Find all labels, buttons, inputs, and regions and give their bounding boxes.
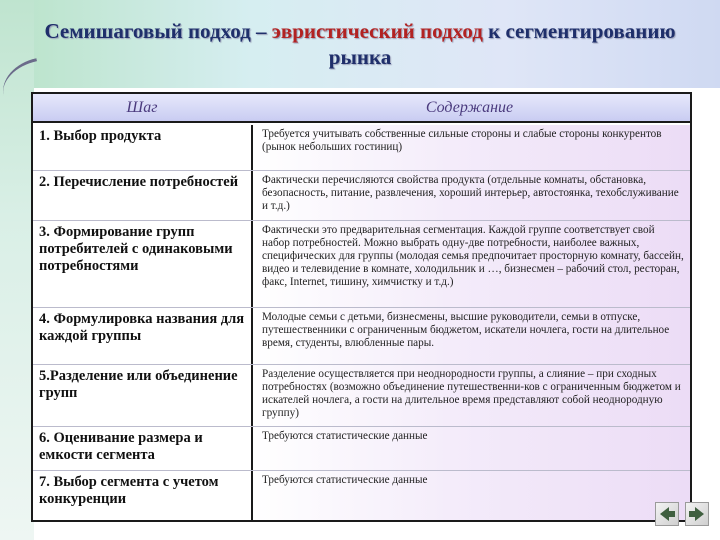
content-cell: Требуются статистические данные [251,471,690,520]
content-cell: Молодые семьи с детьми, бизнесмены, высшие руководители, семьи в отпуске, путешественники с ограниченным бюджетом, искатели ночлега, гости на длительное время, студенты, влюбленные пары. [251,308,690,364]
step-cell: 6. Оценивание размера и емкости сегмента [33,427,251,470]
table-row [33,427,690,471]
title-accent: эвристический подход [271,19,483,43]
forward-button[interactable] [685,502,709,526]
content-cell: Фактически это предварительная сегментация. Каждой группе соответствует свой набор потребностей. Можно выбрать одну-две потребности, наиболее важных, специфических для группы (молодая семья предпочитает просторную комнату, бассейн, видео и телевидение в комнате, холодильник и …, бизнесмен – рабочий стол, ресторан, факс, Internet, тишину, химчистку и т.д.) [251,221,690,307]
table-row [33,471,690,520]
header-content: Содержание [425,99,514,116]
arrow-left-icon [656,503,678,525]
table-row [33,221,690,308]
content-cell: Требуются статистические данные [251,427,690,470]
step-cell: 7. Выбор сегмента с учетом конкуренции [33,471,251,520]
table-row [33,125,690,171]
content-cell: Требуется учитывать собственные сильные стороны и слабые стороны конкурентов (рынок небольших гостиниц) [251,125,690,170]
step-cell: 2. Перечисление потребностей [33,171,251,220]
step-cell: 3. Формирование групп потребителей с одинаковыми потребностями [33,221,251,307]
table-row [33,308,690,365]
table-header [33,94,690,123]
title-part-1: Семишаговый подход – [44,19,272,43]
title-part-2: к сегментированию рынка [328,19,676,69]
content-cell: Фактически перечисляются свойства продукта (отдельные комнаты, обстановка, безопасность, питание, развлечения, хороший интерьер, автостоянка, техобслуживание и т.д.) [251,171,690,220]
step-cell: 5.Разделение или объединение групп [33,365,251,426]
arrow-right-icon [686,503,708,525]
segmentation-table [31,92,692,522]
table-row [33,365,690,427]
step-cell: 1. Выбор продукта [33,125,251,170]
step-cell: 4. Формулировка названия для каждой группы [33,308,251,364]
page-title [40,18,680,70]
back-button[interactable] [655,502,679,526]
table-row [33,171,690,221]
content-cell: Разделение осуществляется при неоднородности группы, а слияние – при сходных потребностях (возможно объединение путешественни-ков с ограниченным бюджетом и искателей ночлега, а гости на длительное время представляют собой неоднородную группу) [251,365,690,426]
header-step: Шаг [126,99,158,116]
